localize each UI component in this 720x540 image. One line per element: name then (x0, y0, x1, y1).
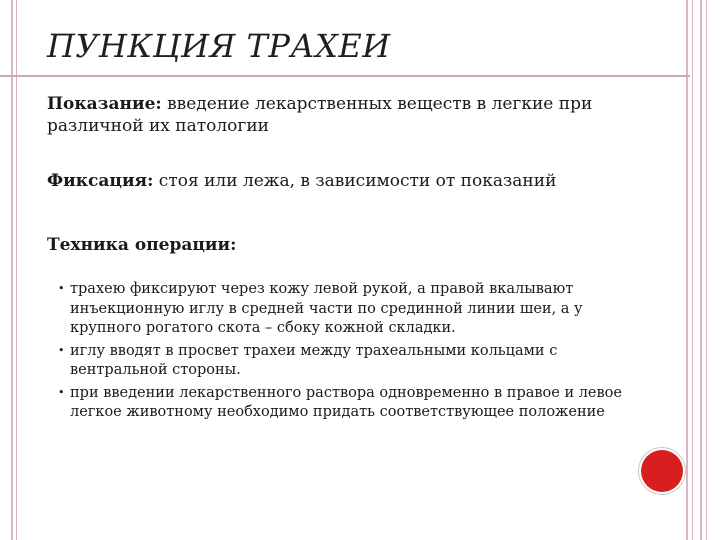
red-circle-decoration (641, 450, 683, 492)
indication-paragraph (47, 93, 647, 137)
bullet-dot-icon: • (58, 343, 65, 357)
technique-heading: Техника операции: (47, 235, 237, 255)
bullet-dot-icon: • (58, 282, 65, 295)
left-border-line-outer (11, 0, 13, 540)
indication-label: Показание: (47, 94, 162, 114)
right-border-line-1 (686, 0, 688, 540)
slide-title: ПУНКЦИЯ ТРАХЕИ (47, 27, 391, 65)
bullet-item (58, 342, 648, 381)
bullet-dot-icon: • (58, 385, 65, 399)
bullet-text: иглу вводят в просвет трахеи между трахеальными кольцами с вентральной стороны. (70, 342, 558, 378)
fixation-label: Фиксация: (47, 171, 154, 191)
indication-text: введение лекарственных веществ в легкие при различной их патологии (47, 94, 593, 136)
right-border-line-3 (700, 0, 702, 540)
right-border-line-4 (706, 0, 707, 540)
bullet-item (58, 384, 648, 423)
bullet-text: трахею фиксируют через кожу левой рукой, а правой вкалывают инъекционную иглу в средней части по срединной линии шеи, а у крупного рогатого скота – сбоку кожной складки. (70, 281, 583, 336)
fixation-text: стоя или лежа, в зависимости от показаний (153, 171, 557, 191)
fixation-paragraph (47, 170, 647, 192)
technique-bullet-list (58, 280, 648, 426)
title-divider (0, 75, 690, 77)
left-border-line-inner (16, 0, 17, 540)
bullet-text: при введении лекарственного раствора одновременно в правое и левое легкое животному необходимо придать соответствующее положение (70, 384, 622, 420)
bullet-item (58, 280, 648, 339)
right-border-line-2 (692, 0, 693, 540)
